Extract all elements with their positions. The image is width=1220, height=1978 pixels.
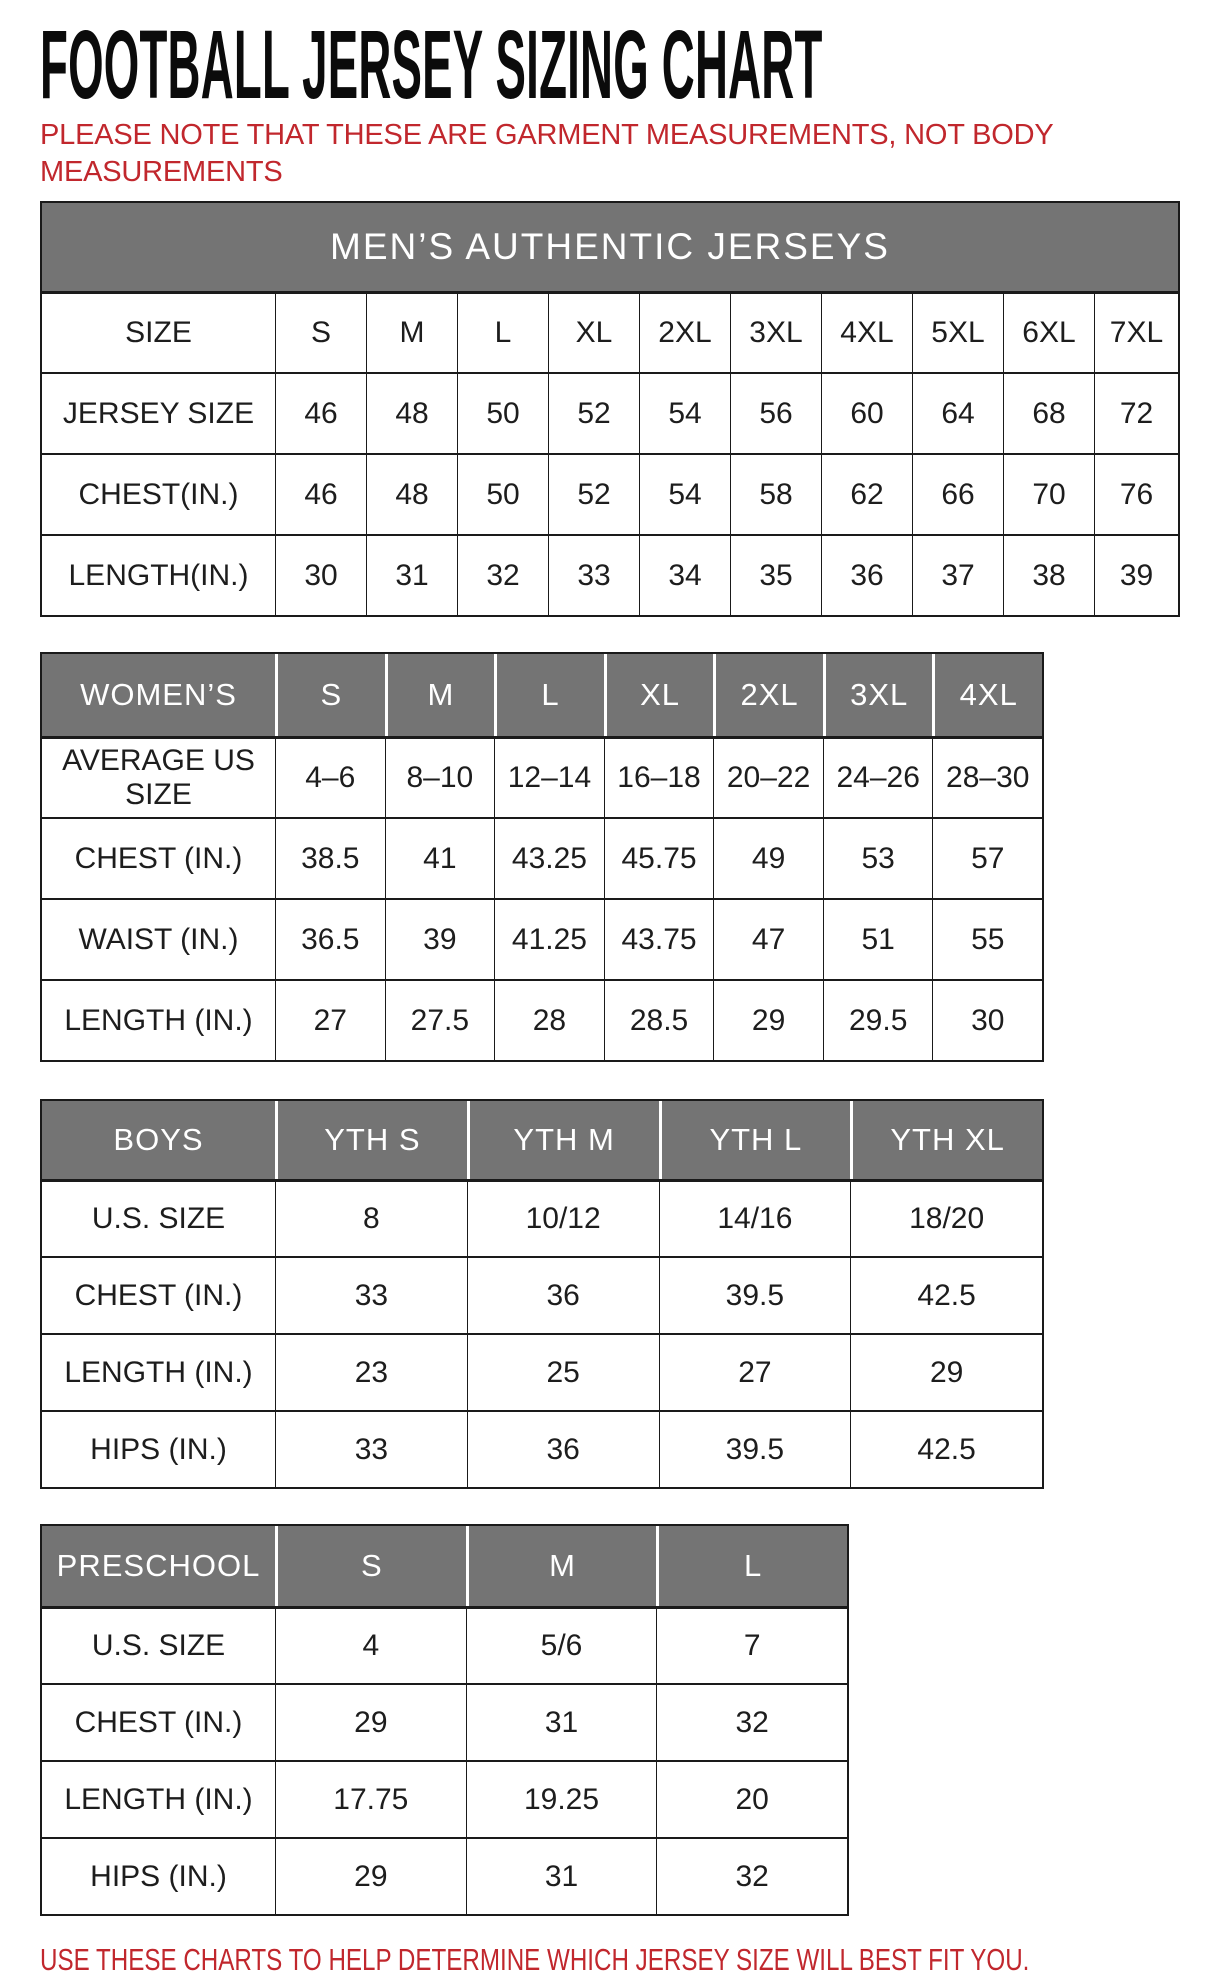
value-cell: 2XL	[639, 294, 730, 372]
value-cell: 29	[850, 1335, 1042, 1410]
value-cell: L	[457, 294, 548, 372]
value-cell: 29	[713, 981, 823, 1060]
value-cell: 29	[275, 1839, 466, 1914]
mens-table-title: MEN’S AUTHENTIC JERSEYS	[42, 203, 1178, 291]
value-cell: 68	[1003, 374, 1094, 453]
value-cell: 76	[1094, 455, 1178, 534]
womens-header-cell: S	[275, 654, 385, 736]
value-cell: 36.5	[275, 900, 385, 979]
boys-header-cell: YTH M	[467, 1101, 659, 1179]
value-cell: 52	[548, 455, 639, 534]
value-cell: 48	[366, 374, 457, 453]
value-cell: 53	[823, 819, 933, 898]
value-cell: 72	[1094, 374, 1178, 453]
value-cell: 42.5	[850, 1258, 1042, 1333]
row-label: CHEST (IN.)	[74, 841, 243, 875]
value-cell: 10/12	[467, 1182, 659, 1256]
value-cell: 27	[275, 981, 385, 1060]
womens-header-cell: XL	[604, 654, 714, 736]
boys-header-row	[42, 1101, 1042, 1179]
footer-note: USE THESE CHARTS TO HELP DETERMINE WHICH JERSEY SIZE WILL BEST FIT YOU.	[40, 1942, 1030, 1977]
row-label: LENGTH (IN.)	[64, 1003, 253, 1037]
value-cell: 30	[275, 536, 366, 615]
value-cell: 4	[275, 1609, 466, 1683]
value-cell: 42.5	[850, 1412, 1042, 1487]
value-cell: 12–14	[494, 739, 604, 817]
value-cell: 33	[275, 1412, 467, 1487]
value-cell: 3XL	[730, 294, 821, 372]
value-cell: 33	[275, 1258, 467, 1333]
row-label: U.S. SIZE	[91, 1629, 226, 1662]
value-cell: 50	[457, 455, 548, 534]
value-cell: 32	[656, 1685, 847, 1760]
preschool-header-label: PRESCHOOL	[56, 1548, 261, 1583]
mens-authentic-jerseys-table	[40, 201, 1180, 617]
row-label: CHEST(IN.)	[78, 477, 239, 511]
table-row	[42, 1333, 1042, 1410]
row-label: SIZE	[125, 316, 192, 349]
value-cell: 39.5	[659, 1258, 851, 1333]
value-cell: 62	[821, 455, 912, 534]
value-cell: S	[275, 294, 366, 372]
value-cell: 6XL	[1003, 294, 1094, 372]
value-cell: 46	[275, 374, 366, 453]
value-cell: 5XL	[912, 294, 1003, 372]
value-cell: 32	[656, 1839, 847, 1914]
value-cell: 32	[457, 536, 548, 615]
value-cell: 57	[932, 819, 1042, 898]
table-row	[42, 1837, 847, 1914]
row-label: HIPS (IN.)	[90, 1432, 227, 1466]
boys-header-cell: YTH S	[275, 1101, 467, 1179]
value-cell: 39	[1094, 536, 1178, 615]
value-cell: 66	[912, 455, 1003, 534]
value-cell: 19.25	[466, 1762, 657, 1837]
row-label: WAIST (IN.)	[78, 922, 239, 956]
value-cell: 37	[912, 536, 1003, 615]
boys-sizing-table	[40, 1099, 1044, 1489]
value-cell: 43.75	[604, 900, 714, 979]
row-label: JERSEY SIZE	[62, 396, 255, 430]
row-label: LENGTH (IN.)	[64, 1355, 253, 1389]
value-cell: 4XL	[821, 294, 912, 372]
value-cell: 49	[713, 819, 823, 898]
value-cell: 20	[656, 1762, 847, 1837]
womens-header-cell: M	[385, 654, 495, 736]
womens-sizing-table	[40, 652, 1044, 1062]
page-title: FOOTBALL JERSEY SIZING CHART	[40, 10, 823, 119]
value-cell: 56	[730, 374, 821, 453]
value-cell: 39.5	[659, 1412, 851, 1487]
table-row	[42, 736, 1042, 817]
boys-header-cell: YTH L	[659, 1101, 851, 1179]
preschool-header-cell: M	[466, 1526, 657, 1606]
value-cell: 27.5	[385, 981, 495, 1060]
value-cell: 64	[912, 374, 1003, 453]
row-label: AVERAGE US SIZE	[62, 744, 255, 811]
value-cell: 29	[275, 1685, 466, 1760]
value-cell: 48	[366, 455, 457, 534]
table-row	[42, 534, 1178, 615]
value-cell: 7	[656, 1609, 847, 1683]
table-row	[42, 291, 1178, 372]
value-cell: 17.75	[275, 1762, 466, 1837]
value-cell: 25	[467, 1335, 659, 1410]
table-row	[42, 1760, 847, 1837]
value-cell: 28.5	[604, 981, 714, 1060]
table-row	[42, 1606, 847, 1683]
table-row	[42, 898, 1042, 979]
value-cell: 24–26	[823, 739, 933, 817]
table-row	[42, 1256, 1042, 1333]
garment-measurements-note: PLEASE NOTE THAT THESE ARE GARMENT MEASUREMENTS, NOT BODY MEASUREMENTS	[40, 119, 1053, 188]
table-row	[42, 372, 1178, 453]
womens-header-cell: 2XL	[713, 654, 823, 736]
value-cell: 36	[821, 536, 912, 615]
womens-header-row	[42, 654, 1042, 736]
value-cell: 36	[467, 1412, 659, 1487]
value-cell: 31	[466, 1839, 657, 1914]
value-cell: 45.75	[604, 819, 714, 898]
row-label: LENGTH (IN.)	[64, 1782, 253, 1816]
womens-header-label: WOMEN’S	[80, 677, 237, 712]
value-cell: 35	[730, 536, 821, 615]
value-cell: XL	[548, 294, 639, 372]
value-cell: 4–6	[275, 739, 385, 817]
value-cell: 58	[730, 455, 821, 534]
row-label: LENGTH(IN.)	[68, 558, 249, 592]
value-cell: 18/20	[850, 1182, 1042, 1256]
value-cell: 39	[385, 900, 495, 979]
preschool-header-cell: S	[275, 1526, 466, 1606]
table-row	[42, 1179, 1042, 1256]
preschool-header-cell: L	[656, 1526, 847, 1606]
value-cell: 70	[1003, 455, 1094, 534]
table-row	[42, 979, 1042, 1060]
boys-header-cell: YTH XL	[850, 1101, 1042, 1179]
value-cell: 41	[385, 819, 495, 898]
value-cell: 14/16	[659, 1182, 851, 1256]
row-label: CHEST (IN.)	[74, 1278, 243, 1312]
value-cell: 41.25	[494, 900, 604, 979]
value-cell: 60	[821, 374, 912, 453]
value-cell: 46	[275, 455, 366, 534]
value-cell: 50	[457, 374, 548, 453]
value-cell: 28–30	[932, 739, 1042, 817]
value-cell: 47	[713, 900, 823, 979]
value-cell: 7XL	[1094, 294, 1178, 372]
value-cell: 38	[1003, 536, 1094, 615]
value-cell: 30	[932, 981, 1042, 1060]
value-cell: 33	[548, 536, 639, 615]
table-row	[42, 1410, 1042, 1487]
value-cell: 51	[823, 900, 933, 979]
value-cell: 52	[548, 374, 639, 453]
row-label: U.S. SIZE	[91, 1202, 226, 1235]
value-cell: 5/6	[466, 1609, 657, 1683]
value-cell: 54	[639, 374, 730, 453]
row-label: CHEST (IN.)	[74, 1705, 243, 1739]
preschool-header-row	[42, 1526, 847, 1606]
boys-header-label: BOYS	[113, 1122, 204, 1157]
value-cell: 28	[494, 981, 604, 1060]
value-cell: 23	[275, 1335, 467, 1410]
value-cell: 8	[275, 1182, 467, 1256]
value-cell: 34	[639, 536, 730, 615]
value-cell: 38.5	[275, 819, 385, 898]
value-cell: 27	[659, 1335, 851, 1410]
value-cell: 29.5	[823, 981, 933, 1060]
value-cell: 31	[466, 1685, 657, 1760]
value-cell: 8–10	[385, 739, 495, 817]
value-cell: 20–22	[713, 739, 823, 817]
womens-header-cell: 4XL	[932, 654, 1042, 736]
value-cell: 55	[932, 900, 1042, 979]
value-cell: 36	[467, 1258, 659, 1333]
value-cell: 54	[639, 455, 730, 534]
value-cell: M	[366, 294, 457, 372]
preschool-sizing-table	[40, 1524, 849, 1916]
value-cell: 16–18	[604, 739, 714, 817]
row-label: HIPS (IN.)	[90, 1859, 227, 1893]
table-row	[42, 817, 1042, 898]
table-row	[42, 453, 1178, 534]
value-cell: 43.25	[494, 819, 604, 898]
table-row	[42, 1683, 847, 1760]
value-cell: 31	[366, 536, 457, 615]
womens-header-cell: L	[494, 654, 604, 736]
womens-header-cell: 3XL	[823, 654, 933, 736]
